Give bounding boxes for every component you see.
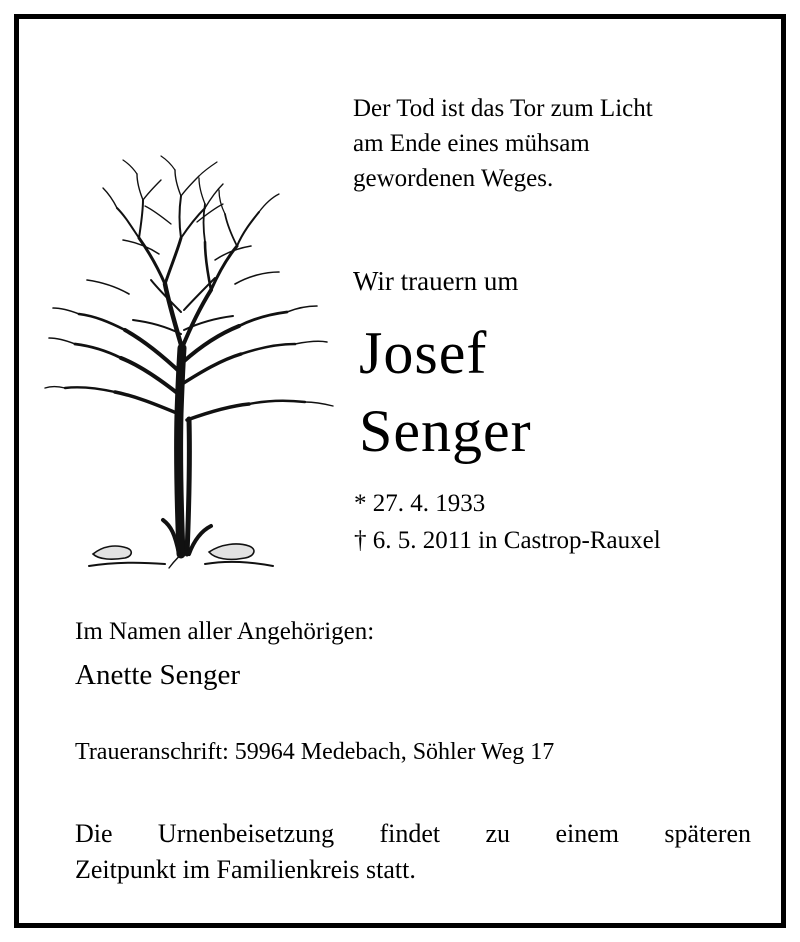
family-signer: Anette Senger	[75, 659, 241, 691]
verse-line-3: gewordenen Weges.	[353, 165, 554, 192]
family-intro: Im Namen aller Angehörigen:	[75, 618, 375, 645]
notice-content	[19, 19, 781, 923]
verse-text	[353, 91, 763, 196]
mourning-address: Traueranschrift: 59964 Medebach, Söhler Weg 17	[75, 739, 555, 765]
deceased-name	[353, 314, 773, 470]
funeral-note-line-2: Zeitpunkt im Familienkreis statt.	[75, 855, 416, 884]
family-block	[75, 615, 755, 695]
life-dates	[354, 485, 774, 559]
mourning-line: Wir trauern um	[353, 266, 519, 296]
verse-line-2: am Ende eines mühsam	[353, 130, 590, 157]
funeral-note-line-1: Die Urnenbeisetzung findet zu einem späteren	[75, 819, 751, 848]
death-date: † 6. 5. 2011 in Castrop-Rauxel	[354, 527, 661, 554]
notice-border	[14, 14, 786, 928]
deceased-first-name: Josef	[359, 320, 488, 386]
bare-tree-icon	[29, 134, 349, 574]
funeral-note	[75, 816, 751, 888]
deceased-last-name: Senger	[359, 398, 532, 464]
verse-line-1: Der Tod ist das Tor zum Licht	[353, 95, 653, 122]
birth-date: * 27. 4. 1933	[354, 490, 486, 517]
